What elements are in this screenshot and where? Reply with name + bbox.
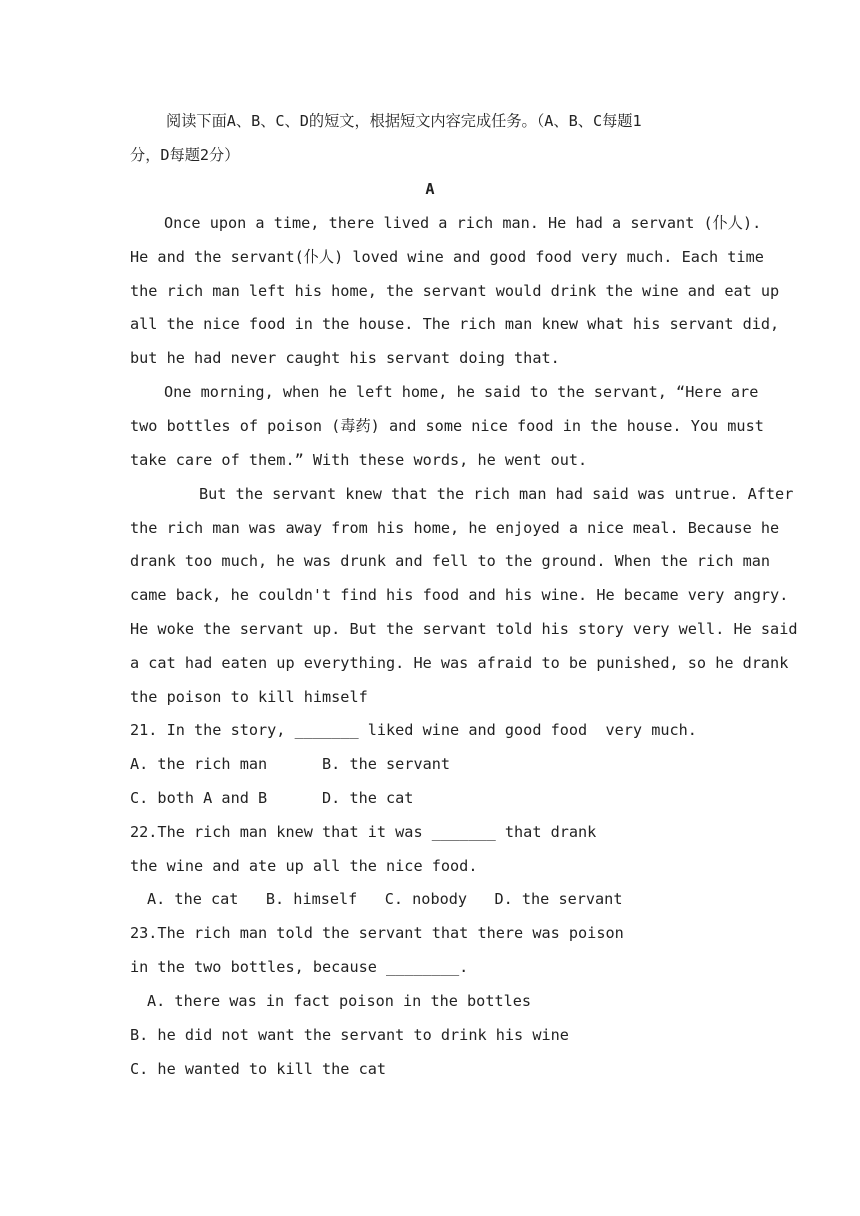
question-23-option-b: B. he did not want the servant to drink his wine [130, 1026, 569, 1044]
passage-line: two bottles of poison (毒药) and some nice food in the house. You must [130, 417, 764, 435]
question-21-options-cd: C. both A and B D. the cat [130, 789, 414, 807]
passage-line: the rich man left his home, the servant would drink the wine and eat up [130, 282, 780, 300]
section-title: A [425, 180, 435, 198]
passage-line: drank too much, he was drunk and fell to the ground. When the rich man [130, 552, 771, 570]
passage-line: but he had never caught his servant doing that. [130, 349, 560, 367]
passage-line: One morning, when he left home, he said to the servant, “Here are [164, 383, 759, 401]
question-23-option-c: C. he wanted to kill the cat [130, 1060, 387, 1078]
question-23-option-a: A. there was in fact poison in the bottles [147, 992, 532, 1010]
question-23: 23.The rich man told the servant that there was poison [130, 924, 624, 942]
question-22-options: A. the cat B. himself C. nobody D. the servant [147, 890, 623, 908]
question-21: 21. In the story, _______ liked wine and good food very much. [130, 721, 697, 739]
passage-line: take care of them.” With these words, he went out. [130, 451, 588, 469]
passage-line: But the servant knew that the rich man had said was untrue. After [199, 485, 794, 503]
passage-line: a cat had eaten up everything. He was afraid to be punished, so he drank [130, 654, 789, 672]
passage-line: He and the servant(仆人) loved wine and good food very much. Each time [130, 248, 764, 266]
instructions-line-2: 分，D每题2分） [130, 146, 240, 164]
question-21-options-ab: A. the rich man B. the servant [130, 755, 451, 773]
passage-line: all the nice food in the house. The rich man knew what his servant did, [130, 315, 780, 333]
question-23-cont: in the two bottles, because ________. [130, 958, 469, 976]
passage-line: came back, he couldn't find his food and his wine. He became very angry. [130, 586, 789, 604]
question-22-cont: the wine and ate up all the nice food. [130, 857, 478, 875]
passage-line: He woke the servant up. But the servant told his story very well. He said [130, 620, 798, 638]
passage-line: the rich man was away from his home, he enjoyed a nice meal. Because he [130, 519, 780, 537]
passage-line: the poison to kill himself [130, 688, 368, 706]
instructions-line-1: 阅读下面A、B、C、D的短文，根据短文内容完成任务。（A、B、C每题1 [166, 112, 642, 130]
question-22: 22.The rich man knew that it was _______ that drank [130, 823, 597, 841]
passage-line: Once upon a time, there lived a rich man. He had a servant (仆人). [164, 214, 762, 232]
